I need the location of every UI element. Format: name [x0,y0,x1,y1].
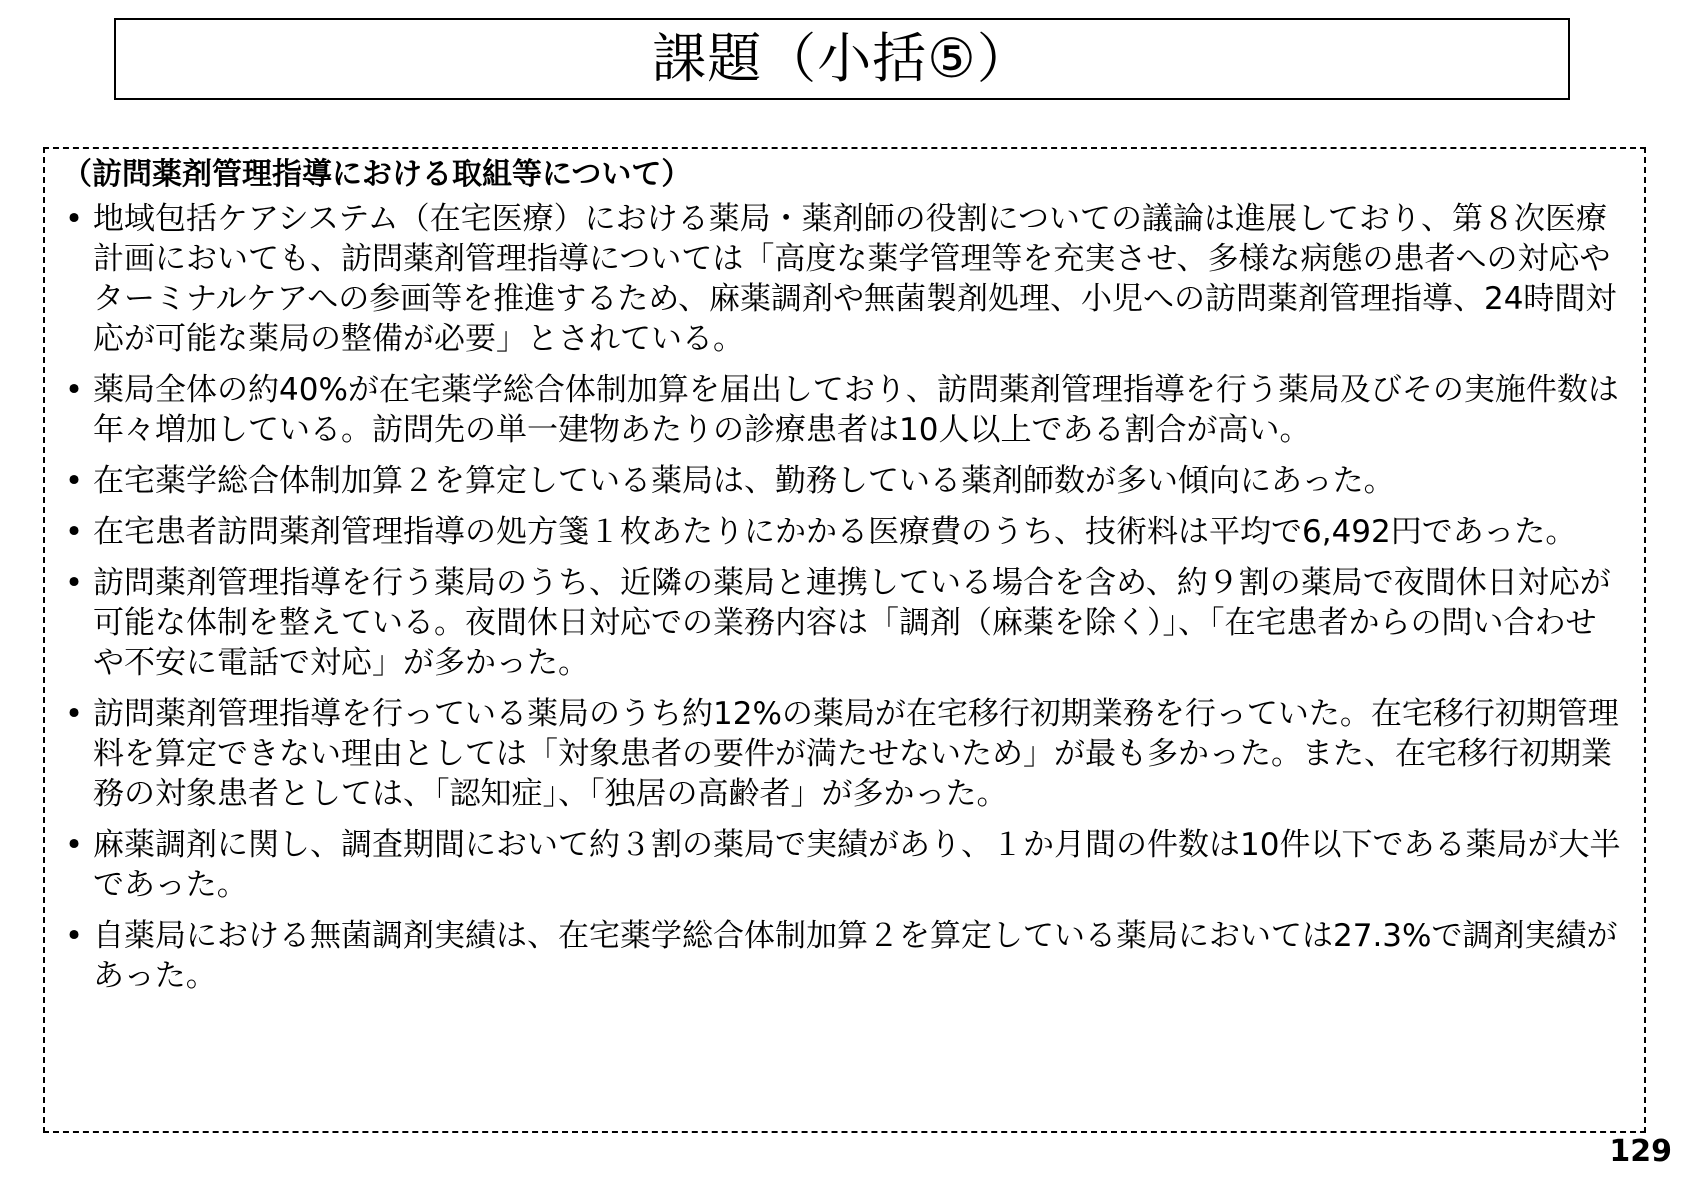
bullet-text-7: 麻薬調剤に関し、調査期間において約３割の薬局で実績があり、１か月間の件数は10件以下である薬局が大半であった。 [93,827,1621,903]
bullet-text-5: 訪問薬剤管理指導を行う薬局のうち、近隣の薬局と連携している場合を含め、約９割の薬局で夜間休日対応が可能な体制を整えている。夜間休日対応での業務内容は「調剤（麻薬を除く）」、「在宅患者からの問い合わせや不安に電話で対応」が多かった。 [93,565,1611,681]
bullet-text-1: 地域包括ケアシステム（在宅医療）における薬局・薬剤師の役割についての議論は進展しており、第８次医療計画においても、訪問薬剤管理指導については「高度な薬学管理等を充実させ、多様な病態の患者への対応やターミナルケアへの参画等を推進するため、麻薬調剤や無菌製剤処理、小児への訪問薬剤管理指導、24時間対応が可能な薬局の整備が必要」とされている。 [93,201,1617,357]
page-title: 課題（小括⑤） [652,27,1032,90]
bullet-dot-icon: • [64,201,84,237]
bullet-dot-icon: • [64,696,84,732]
bullet-text-8: 自薬局における無菌調剤実績は、在宅薬学総合体制加算２を算定している薬局においては27.3%で調剤実績があった。 [93,918,1618,994]
bullet-item-4 [62,512,1626,552]
bullet-item-6 [62,694,1626,814]
bullet-dot-icon: • [64,827,84,863]
bullet-dot-icon: • [64,514,84,550]
bullet-item-1 [62,199,1626,359]
page-number: 129 [1609,1134,1672,1169]
bullet-item-7 [62,825,1626,905]
bullet-text-6: 訪問薬剤管理指導を行っている薬局のうち約12%の薬局が在宅移行初期業務を行っていた。在宅移行初期管理料を算定できない理由としては「対象患者の要件が満たせないため」が最も多かった。また、在宅移行初期業務の対象患者としては、「認知症」、「独居の高齢者」が多かった。 [93,696,1619,812]
section-heading: （訪問薬剤管理指導における取組等について） [62,157,692,192]
bullet-list [62,199,1626,996]
bullet-item-3 [62,461,1626,501]
title-box [114,18,1570,100]
bullet-item-5 [62,563,1626,683]
bullet-text-2: 薬局全体の約40%が在宅薬学総合体制加算を届出しており、訪問薬剤管理指導を行う薬局及びその実施件数は年々増加している。訪問先の単一建物あたりの診療患者は10人以上である割合が高い。 [93,372,1619,448]
bullet-dot-icon: • [64,565,84,601]
bullet-dot-icon: • [64,918,84,954]
bullet-text-4: 在宅患者訪問薬剤管理指導の処方箋１枚あたりにかかる医療費のうち、技術料は平均で6,492円であった。 [93,514,1577,550]
bullet-dot-icon: • [64,463,84,499]
bullet-item-2 [62,370,1626,450]
bullet-dot-icon: • [64,372,84,408]
bullet-item-8 [62,916,1626,996]
summary-box [43,147,1646,1133]
bullet-text-3: 在宅薬学総合体制加算２を算定している薬局は、勤務している薬剤師数が多い傾向にあった。 [93,463,1395,499]
